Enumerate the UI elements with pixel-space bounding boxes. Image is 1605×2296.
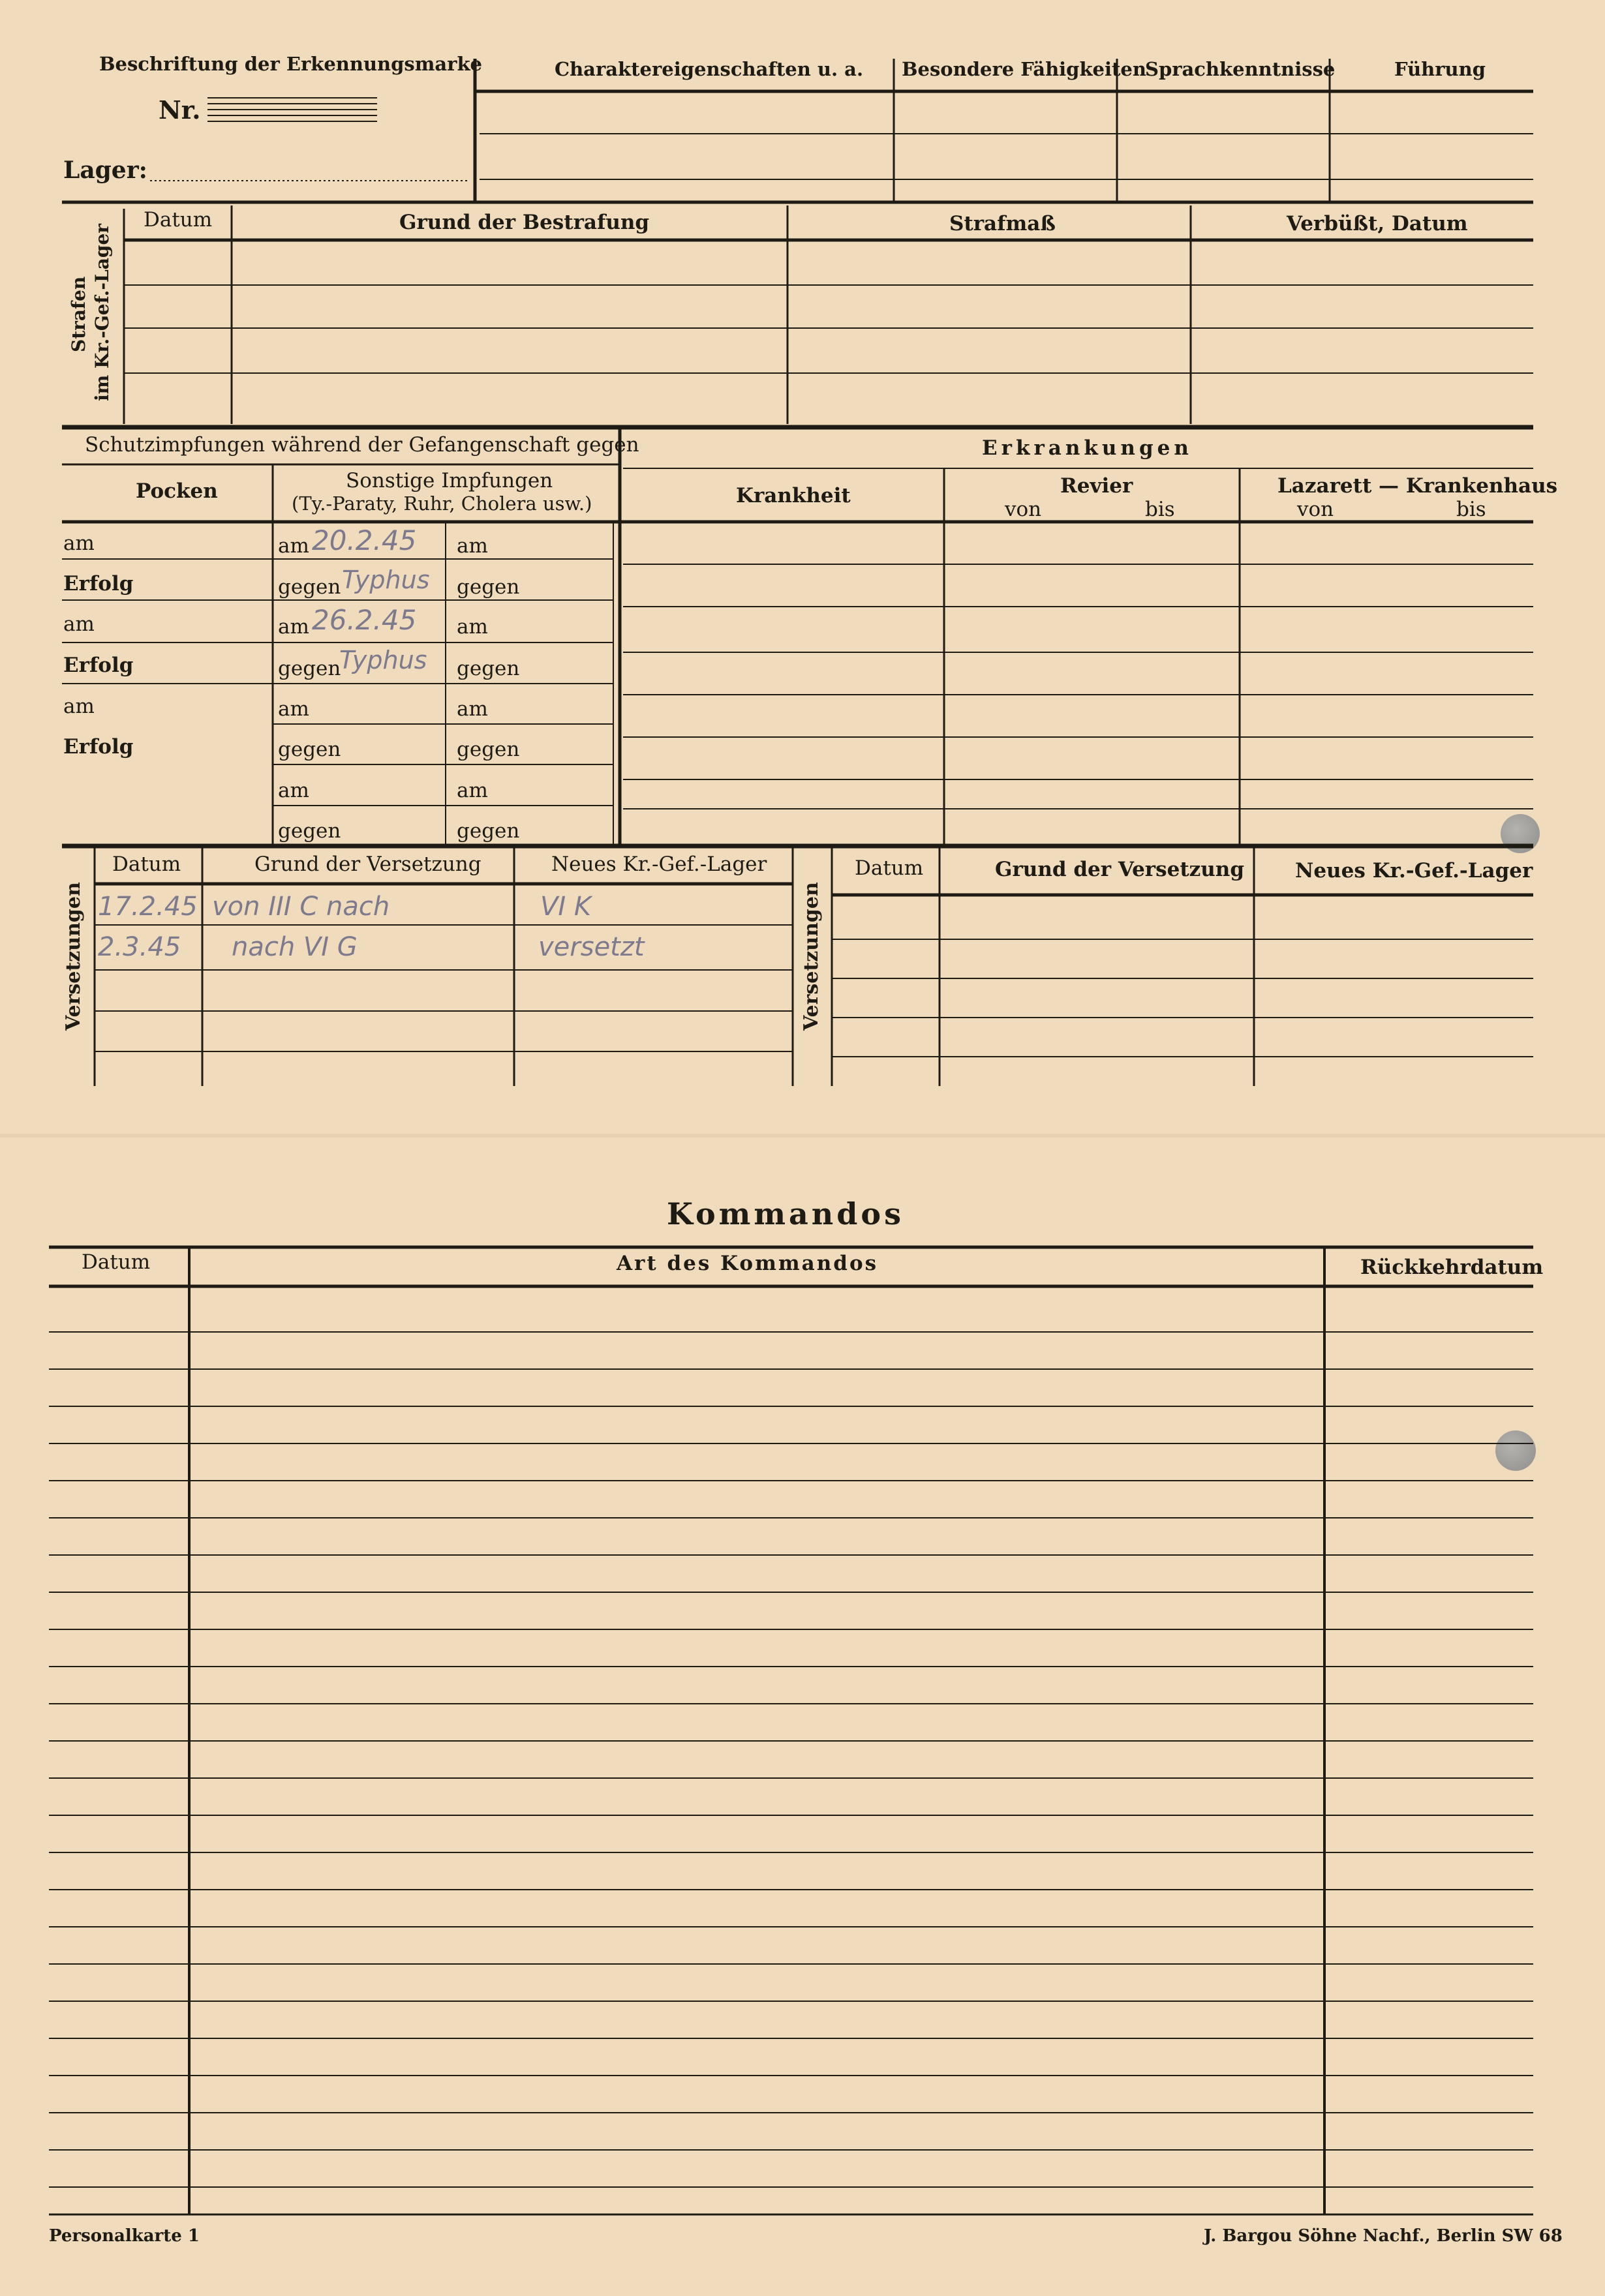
versetzungen-side-label-right: Versetzungen — [800, 882, 823, 1031]
vers2-datum-header: Datum — [855, 856, 924, 880]
hw-vers-lager-2: versetzt — [538, 932, 645, 962]
pocken-erfolg-3: Erfolg — [63, 735, 134, 759]
charakter-header: Charaktereigenschaften u. a. — [555, 58, 864, 80]
rueckkehr-header: Rückkehrdatum — [1360, 1256, 1544, 1279]
impf-gegen-b1: gegen — [457, 575, 520, 599]
pocken-am-3: am — [63, 695, 95, 718]
vers-datum-header: Datum — [112, 853, 181, 876]
impf-am-a1: am — [278, 534, 309, 558]
hw-vers-grund-2: nach VI G — [232, 932, 358, 962]
impfungen-title: Schutzimpfungen während der Gefangenschaft gegen — [85, 433, 639, 457]
erkrankungen-title: Erkrankungen — [982, 436, 1193, 460]
revier-header: Revier — [1060, 474, 1133, 498]
hw-vers-datum-1: 17.2.45 — [98, 892, 198, 922]
impf-am-a3: am — [278, 697, 309, 721]
hw-impf-gegen-2: Typhus — [339, 646, 427, 674]
kommandos-art-header: Art des Kommandos — [617, 1252, 879, 1275]
hw-vers-datum-2: 2.3.45 — [98, 932, 181, 962]
revier-bis: bis — [1145, 498, 1175, 521]
sprachen-header: Sprachkenntnisse — [1145, 58, 1336, 80]
verbuesst-header: Verbüßt, Datum — [1287, 212, 1468, 235]
strafen-side-label-2: im Kr.-Gef.-Lager — [91, 223, 113, 401]
pocken-header: Pocken — [136, 479, 218, 503]
hw-impf-date-1: 20.2.45 — [312, 524, 417, 556]
impf-gegen-b3: gegen — [457, 738, 520, 761]
strafen-datum-header: Datum — [144, 208, 213, 232]
grund-bestrafung-header: Grund der Bestrafung — [399, 211, 650, 234]
strafen-side-label: Strafen — [68, 276, 89, 352]
impf-am-a4: am — [278, 779, 309, 802]
footer-right: J. Bargou Söhne Nachf., Berlin SW 68 — [1204, 2226, 1563, 2246]
impf-am-b2: am — [457, 615, 488, 639]
impf-gegen-a4: gegen — [278, 819, 341, 843]
krankheit-header: Krankheit — [736, 484, 851, 507]
vers2-neues-header: Neues Kr.-Gef.-Lager — [1295, 859, 1533, 883]
impf-gegen-a2: gegen — [278, 657, 341, 680]
beschriftung-label: Beschriftung der Erkennungsmarke — [99, 53, 483, 75]
impf-am-a2: am — [278, 615, 309, 639]
impf-gegen-a3: gegen — [278, 738, 341, 761]
sonstige-subheader: (Ty.-Paraty, Ruhr, Cholera usw.) — [292, 492, 592, 515]
pocken-erfolg-1: Erfolg — [63, 572, 134, 596]
faehigkeiten-header: Besondere Fähigkeiten — [902, 58, 1146, 80]
revier-von: von — [1005, 498, 1042, 521]
versetzungen-side-label: Versetzungen — [62, 882, 85, 1031]
impf-am-b3: am — [457, 697, 488, 721]
hw-impf-date-2: 26.2.45 — [312, 604, 417, 636]
lager-label: Lager: — [63, 157, 147, 184]
impf-gegen-a1: gegen — [278, 575, 341, 599]
pocken-am-1: am — [63, 532, 95, 555]
pocken-erfolg-2: Erfolg — [63, 654, 134, 677]
impf-gegen-b4: gegen — [457, 819, 520, 843]
kommandos-title: Kommandos — [667, 1196, 904, 1231]
hw-impf-gegen-1: Typhus — [342, 566, 430, 594]
impf-gegen-b2: gegen — [457, 657, 520, 680]
vers2-grund-header: Grund der Versetzung — [995, 858, 1244, 881]
footer-left: Personalkarte 1 — [49, 2226, 200, 2246]
hw-vers-grund-1: von III C nach — [212, 892, 390, 922]
kommandos-datum-header: Datum — [82, 1250, 151, 1274]
pocken-am-2: am — [63, 612, 95, 636]
strafmass-header: Strafmaß — [949, 212, 1056, 235]
vers-neues-header: Neues Kr.-Gef.-Lager — [551, 853, 767, 876]
lazarett-von: von — [1297, 498, 1334, 521]
impf-am-b1: am — [457, 534, 488, 558]
fuehrung-header: Führung — [1394, 58, 1486, 80]
vers-grund-header: Grund der Versetzung — [254, 853, 482, 876]
hw-vers-lager-1: VI K — [540, 892, 592, 922]
sonstige-header: Sonstige Impfungen — [346, 469, 553, 492]
impf-am-b4: am — [457, 779, 488, 802]
lazarett-header: Lazarett — Krankenhaus — [1277, 474, 1558, 498]
nr-label: Nr. — [159, 95, 201, 125]
lazarett-bis: bis — [1456, 498, 1486, 521]
